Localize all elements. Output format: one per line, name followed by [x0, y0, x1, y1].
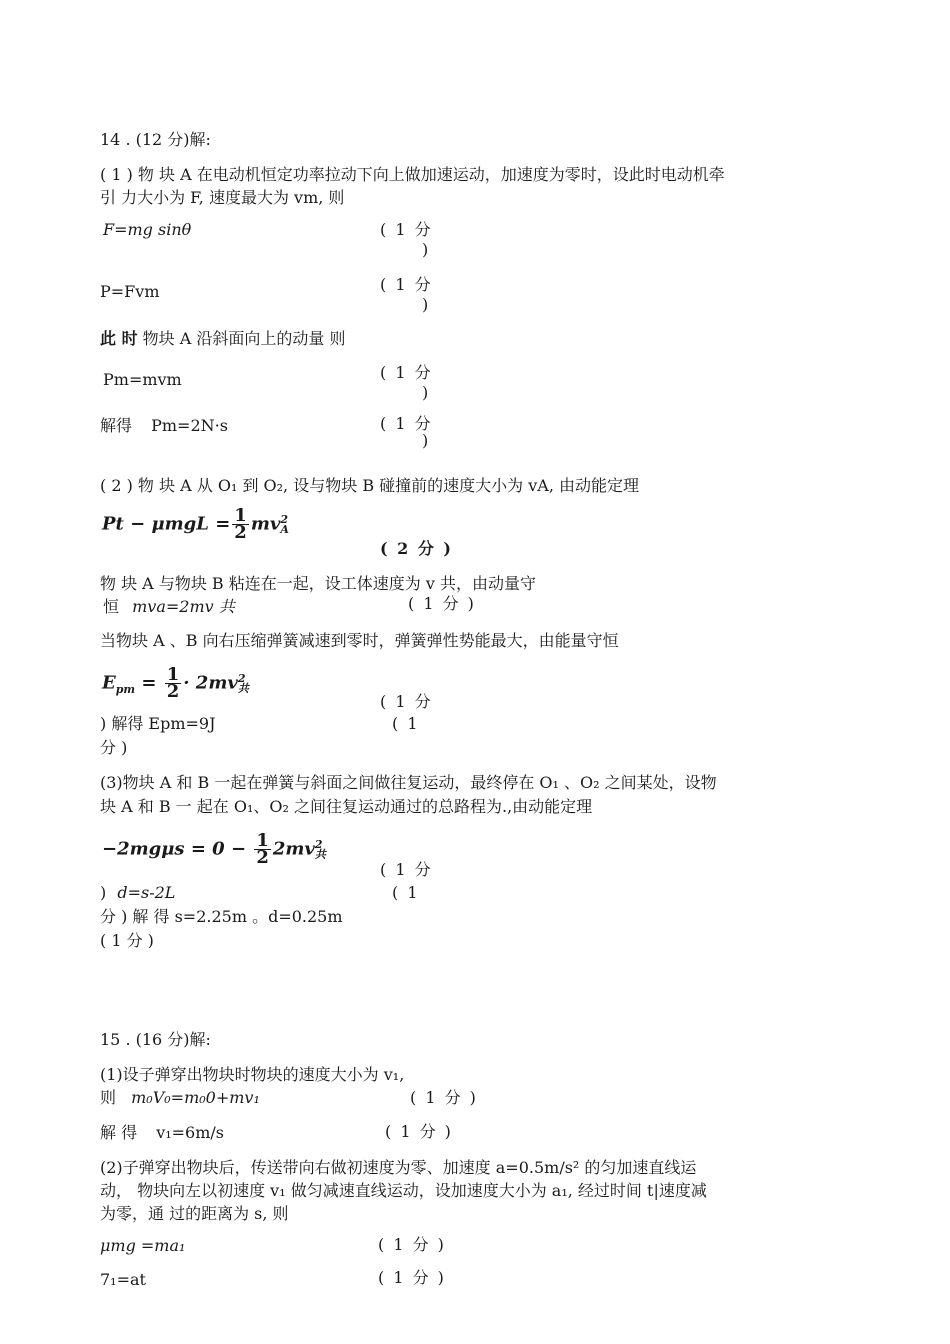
- q15-header: 15 . (16 分)解:: [100, 1030, 211, 1049]
- q14-epm-line: ) 解得 Epm=9J: [100, 714, 216, 733]
- q14-score-power: ( 1 分: [380, 275, 433, 294]
- q15-score-part1: ( 1 分 ): [410, 1088, 478, 1107]
- q15-score-velocity: ( 1 分 ): [378, 1268, 446, 1287]
- q14-eq-friction-right: 2mv: [272, 838, 315, 860]
- q14-score-friction: ( 1 分: [380, 860, 433, 879]
- q14-score-stick: ( 1 分 ): [408, 594, 476, 613]
- q14-eq-kinetic-sub: A: [280, 522, 289, 536]
- q15-solve-line: [100, 1123, 224, 1143]
- q14-eq-energy-den: 2: [166, 681, 180, 702]
- q14-eq-energy: [102, 664, 249, 702]
- q15-part1-prefix: 则: [100, 1088, 117, 1107]
- q14-eq-kinetic-left: Pt − μmgL =: [102, 513, 231, 535]
- q14-part3-line2: 块 A 和 B 一 起在 O₁、O₂ 之间往复运动通过的总路程为.,由动能定理: [100, 797, 593, 816]
- q14-eq-power: P=Fvm: [100, 282, 160, 301]
- q14-solve-line: [100, 416, 228, 436]
- q14-epm-close: 分 ): [100, 738, 128, 757]
- q14-compress-line: 当物块 A 、B 向右压缩弹簧减速到零时，弹簧弹性势能最大，由能量守恒: [100, 631, 619, 650]
- q14-score-solve: ( 1 分: [380, 414, 433, 433]
- q14-eq-energy-e: E: [102, 672, 116, 694]
- q14-eq-friction-left: −2mgμs = 0 −: [102, 838, 247, 860]
- q14-part2-line1: ( 2 ) 物 块 A 从 O₁ 到 O₂, 设与物块 B 碰撞前的速度大小为 vA, 由动能定理: [100, 476, 640, 495]
- q14-score-epm: ( 1: [392, 714, 420, 733]
- q14-eq-friction-sup: 2: [314, 837, 323, 851]
- q15-solve-label: 解 得: [100, 1123, 138, 1142]
- q14-eq-kinetic-right: mv: [250, 513, 281, 535]
- q14-result-line: 分 ) 解 得 s=2.25m 。d=0.25m: [100, 907, 343, 926]
- q15-solve-value: v₁=6m/s: [156, 1123, 224, 1142]
- q14-score-power-close: ): [422, 295, 431, 314]
- q15-part1-eq: m₀V₀=m₀0+mv₁: [131, 1088, 260, 1107]
- q14-eq-energy-sub2: 共: [237, 681, 249, 695]
- q14-part3-line1: (3)物块 A 和 B 一起在弹簧与斜面之间做往复运动，最终停在 O₁ 、O₂ 之间某处，设物: [100, 773, 717, 792]
- q14-eq-energy-num: 1: [166, 664, 180, 685]
- q14-eq-energy-eq: =: [141, 672, 157, 694]
- q14-eq-energy-sup: 2: [237, 671, 246, 685]
- q14-d-eq: d=s-2L: [117, 883, 176, 902]
- q14-solve-value: Pm=2N·s: [151, 416, 228, 435]
- q14-score-pm: ( 1 分: [380, 363, 433, 382]
- q15-part1-eq-line: [100, 1088, 260, 1108]
- q14-momentum-text: 物块 A 沿斜面向上的动量 则: [142, 329, 346, 348]
- q14-stick-eq: mva=2mv 共: [132, 597, 235, 616]
- q14-score-d: ( 1: [392, 883, 420, 902]
- q14-part1-line1: ( 1 ) 物 块 A 在电动机恒定功率拉动下向上做加速运动，加速度为零时，设此时电动机牵: [100, 165, 725, 184]
- q14-eq-kinetic-num: 1: [234, 505, 247, 526]
- q14-momentum-line: [100, 329, 346, 349]
- q14-d-line: [100, 883, 175, 903]
- q15-eq-velocity: 7₁=at: [100, 1270, 146, 1289]
- q14-eq-energy-sub: pm: [115, 683, 136, 697]
- q14-eq-friction-den: 2: [256, 847, 269, 868]
- q14-score-energy: ( 1 分: [380, 692, 433, 711]
- q14-solve-label: 解得: [100, 416, 133, 435]
- q14-eq-friction: [102, 830, 326, 868]
- q14-eq-force: F=mg sinθ: [103, 220, 192, 239]
- q14-eq-kinetic-den: 2: [234, 522, 247, 543]
- q14-eq-friction-sub: 共: [314, 847, 326, 861]
- q14-score-pm-close: ): [422, 383, 431, 402]
- q15-part2-line1: (2)子弹穿出物块后，传送带向右做初速度为零、加速度 a=0.5m/s² 的匀加速直线运: [100, 1158, 697, 1177]
- q14-score-kinetic: ( 2 分 ): [380, 539, 453, 558]
- q15-score-solve: ( 1 分 ): [385, 1122, 453, 1141]
- q14-score-force: ( 1 分: [380, 220, 433, 239]
- q14-eq-friction-num: 1: [256, 830, 269, 851]
- q14-header: 14 . (12 分)解:: [100, 130, 211, 149]
- q14-result-score: ( 1 分 ): [100, 931, 154, 950]
- q14-score-force-close: ): [422, 240, 431, 259]
- q14-eq-kinetic: [102, 505, 289, 543]
- q14-stick-line: 物 块 A 与物块 B 粘连在一起，设工体速度为 v 共，由动量守: [100, 574, 536, 593]
- q14-part1-line2: 引 力大小为 F, 速度最大为 vm, 则: [100, 188, 345, 207]
- q15-part2-line2: 动， 物块向左以初速度 v₁ 做匀减速直线运动，设加速度大小为 a₁, 经过时间 t|速度减: [100, 1181, 707, 1200]
- q14-stick-prefix: 恒: [103, 597, 120, 616]
- q14-score-solve-close: ): [422, 431, 431, 450]
- q14-eq-pm: Pm=mvm: [103, 370, 182, 389]
- q15-eq-friction: μmg =ma₁: [100, 1236, 186, 1255]
- q14-eq-energy-right: · 2mv: [183, 672, 238, 694]
- q14-stick-eq-line: [103, 597, 235, 617]
- q14-d-prefix: ): [100, 883, 107, 902]
- q15-part1-line1: (1)设子弹穿出物块时物块的速度大小为 v₁,: [100, 1065, 405, 1084]
- q14-eq-kinetic-sup: 2: [280, 512, 288, 526]
- q15-part2-line3: 为零，通 过的距离为 s, 则: [100, 1204, 289, 1223]
- q15-score-friction: ( 1 分 ): [378, 1235, 446, 1254]
- q14-momentum-bold: 此 时: [100, 329, 138, 348]
